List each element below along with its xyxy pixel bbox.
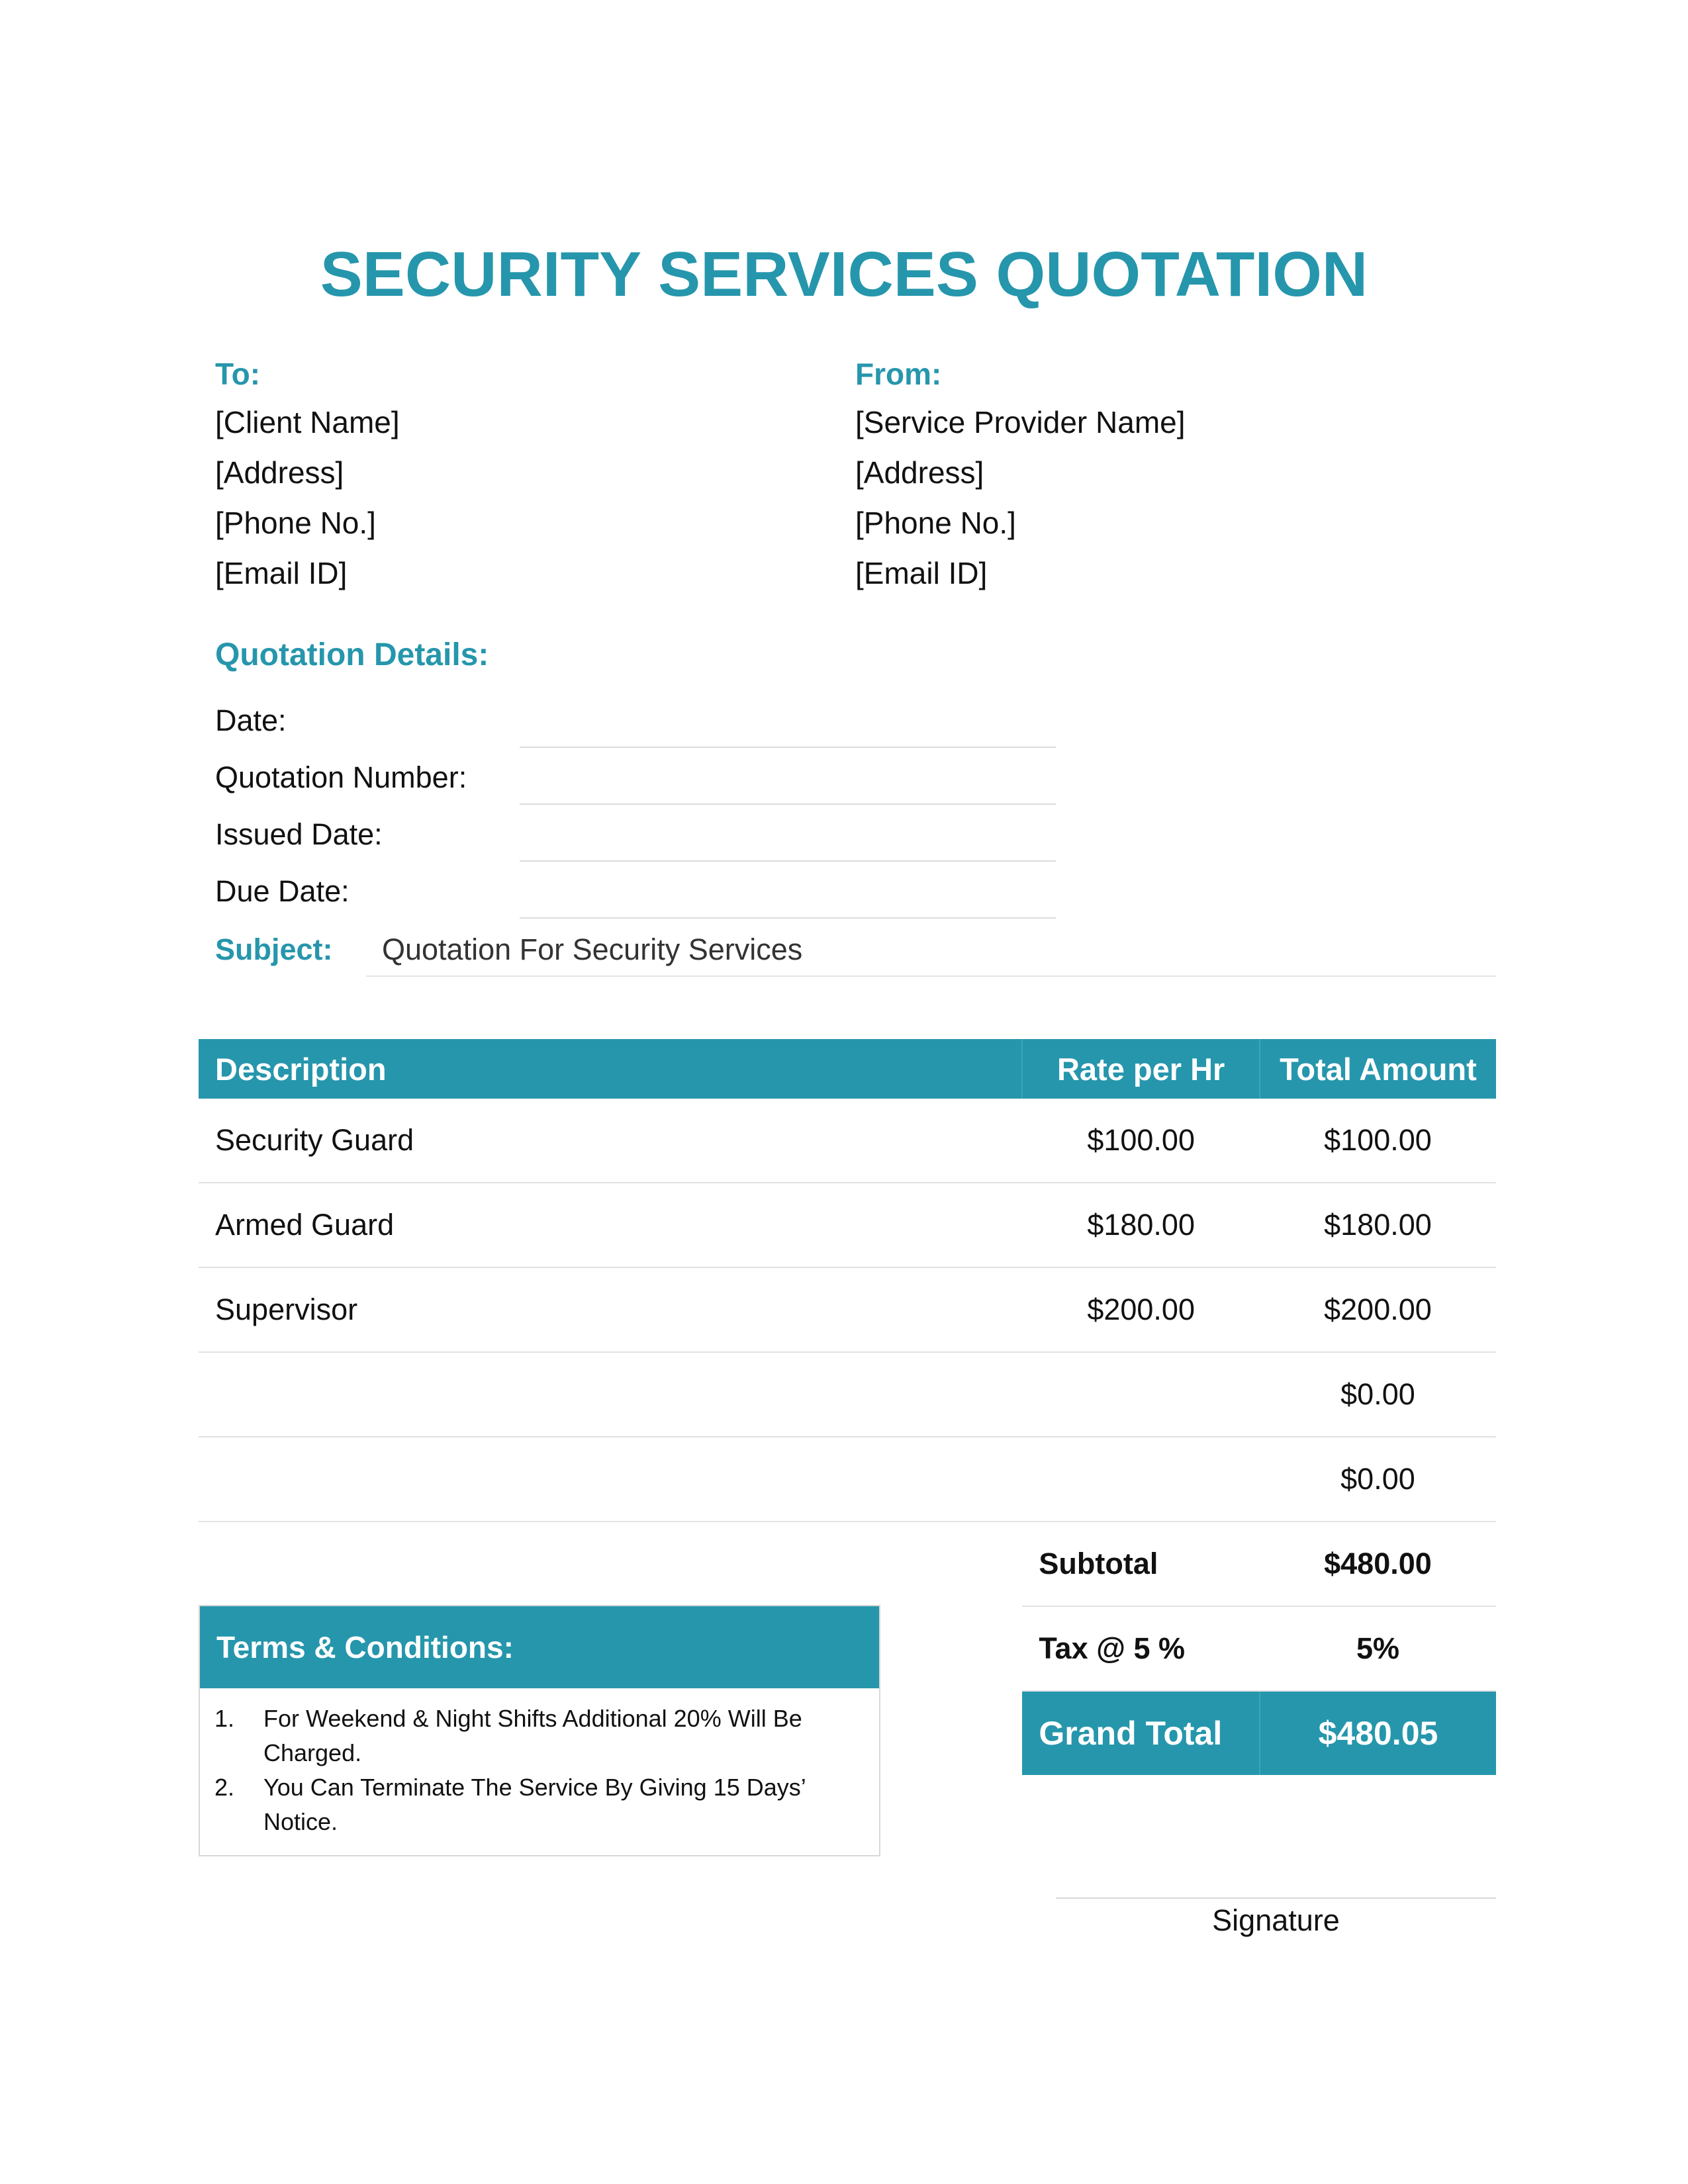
quotation-number-input-line[interactable] (520, 803, 1056, 805)
due-date-label: Due Date: (215, 874, 350, 908)
terms-item-text: You Can Terminate The Service By Giving 15 Days’ Notice. (263, 1774, 806, 1835)
row-total: $100.00 (1260, 1099, 1496, 1183)
signature-label: Signature (1212, 1903, 1340, 1937)
client-name: [Client Name] (215, 405, 400, 439)
grand-total-value: $480.05 (1260, 1691, 1496, 1775)
client-email: [Email ID] (215, 556, 348, 590)
issued-date-field[interactable] (215, 806, 1056, 863)
client-address: [Address] (215, 455, 344, 490)
row-description[interactable]: Supervisor (199, 1267, 1022, 1352)
table-row (199, 1267, 1496, 1352)
tax-value[interactable]: 5% (1260, 1606, 1496, 1691)
due-date-input-line[interactable] (520, 917, 1056, 919)
document-title: SECURITY SERVICES QUOTATION (320, 239, 1368, 310)
terms-item (200, 1770, 859, 1839)
header-description: Description (199, 1039, 1022, 1099)
grand-total-label: Grand Total (1022, 1691, 1260, 1775)
row-rate[interactable]: $200.00 (1022, 1267, 1260, 1352)
to-label: To: (215, 357, 261, 391)
date-input-line[interactable] (520, 747, 1056, 748)
from-block (855, 351, 1451, 598)
row-rate[interactable] (1022, 1352, 1260, 1437)
table-row (199, 1099, 1496, 1183)
terms-item-text: For Weekend & Night Shifts Additional 20% Will Be Charged. (263, 1705, 802, 1766)
table-header-row (199, 1039, 1496, 1099)
due-date-field[interactable] (215, 863, 1056, 920)
quotation-details-heading: Quotation Details: (215, 637, 489, 672)
table-row (199, 1437, 1496, 1522)
header-total: Total Amount (1260, 1039, 1496, 1099)
quotation-number-field[interactable] (215, 749, 1056, 806)
subject-row (215, 927, 1496, 973)
provider-email: [Email ID] (855, 556, 988, 590)
row-rate[interactable]: $180.00 (1022, 1183, 1260, 1267)
tax-label: Tax @ 5 % (1022, 1606, 1260, 1691)
table-row (199, 1352, 1496, 1437)
terms-list (200, 1688, 879, 1855)
terms-item-number: 2. (214, 1774, 235, 1801)
row-total: $0.00 (1260, 1437, 1496, 1522)
terms-item-number: 1. (214, 1705, 235, 1732)
subtotal-label: Subtotal (1022, 1522, 1260, 1606)
row-total: $0.00 (1260, 1352, 1496, 1437)
subject-label: Subject: (215, 933, 333, 966)
date-label: Date: (215, 704, 287, 737)
client-phone: [Phone No.] (215, 506, 376, 540)
row-total: $200.00 (1260, 1267, 1496, 1352)
subject-value[interactable]: Quotation For Security Services (382, 933, 803, 966)
row-description[interactable] (199, 1352, 1022, 1437)
row-rate[interactable]: $100.00 (1022, 1099, 1260, 1183)
provider-address: [Address] (855, 455, 984, 490)
provider-phone: [Phone No.] (855, 506, 1016, 540)
date-field[interactable] (215, 692, 1056, 749)
subtotal-row (199, 1522, 1496, 1606)
row-description[interactable] (199, 1437, 1022, 1522)
row-total: $180.00 (1260, 1183, 1496, 1267)
row-description[interactable]: Security Guard (199, 1099, 1022, 1183)
row-rate[interactable] (1022, 1437, 1260, 1522)
terms-box (199, 1605, 880, 1856)
signature-line[interactable] (1056, 1897, 1496, 1899)
row-description[interactable]: Armed Guard (199, 1183, 1022, 1267)
subtotal-spacer (199, 1522, 1022, 1606)
terms-item (200, 1702, 859, 1770)
to-block (215, 351, 811, 598)
from-label: From: (855, 357, 942, 391)
terms-heading: Terms & Conditions: (200, 1606, 879, 1688)
issued-date-label: Issued Date: (215, 817, 383, 851)
subject-underline (366, 976, 1496, 977)
provider-name: [Service Provider Name] (855, 405, 1186, 439)
header-rate: Rate per Hr (1022, 1039, 1260, 1099)
table-row (199, 1183, 1496, 1267)
quotation-number-label: Quotation Number: (215, 760, 467, 794)
subtotal-value: $480.00 (1260, 1522, 1496, 1606)
issued-date-input-line[interactable] (520, 860, 1056, 862)
